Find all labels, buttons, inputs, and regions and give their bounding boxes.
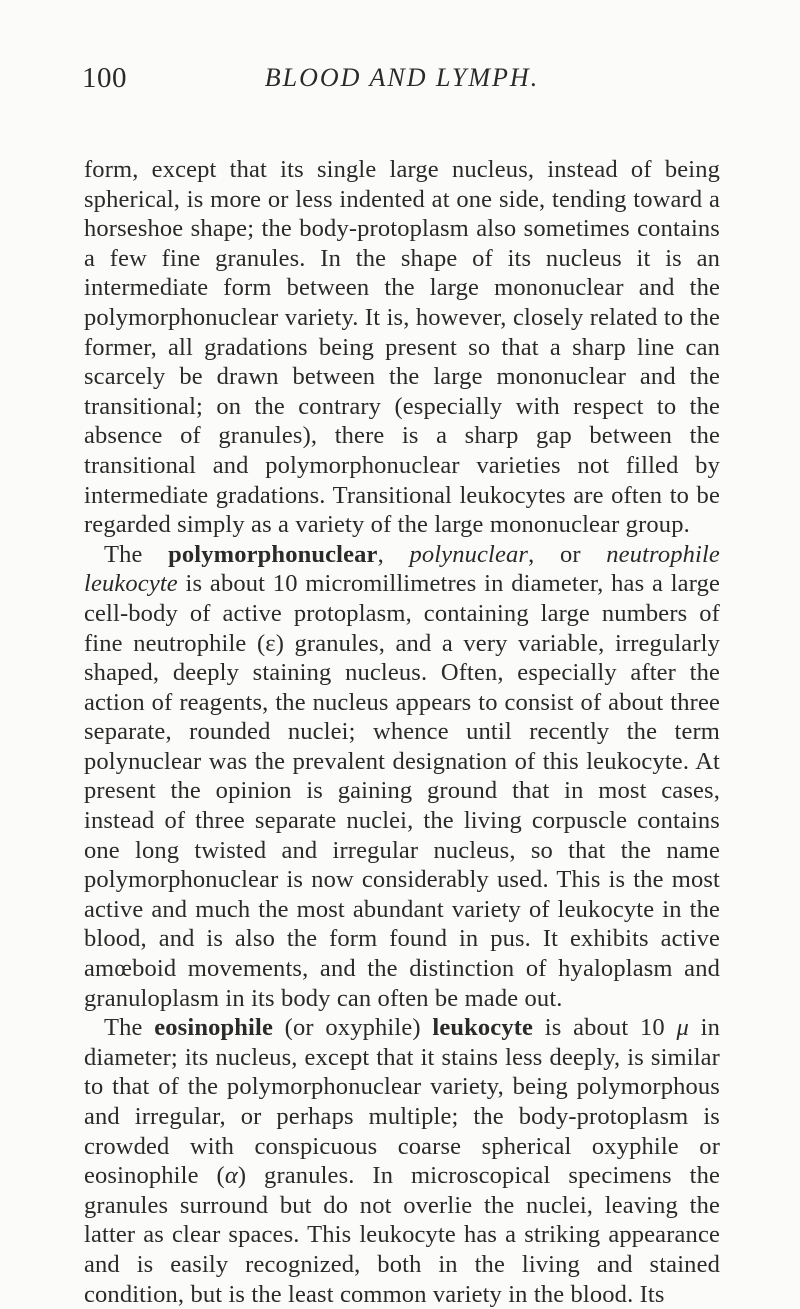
- text-run: The: [104, 1014, 155, 1042]
- text-run: ,: [377, 540, 410, 568]
- bold-term: leukocyte: [432, 1014, 534, 1042]
- text-run: in diameter; its nucleus, except that it stains less deeply, is similar to that of the polymorphonuclear variety, being polymorphous and irregular, or perhaps multiple; the body-protoplasm is crowded with conspicuous coarse spherical oxyphile or eosinophile (: [84, 1014, 720, 1190]
- text-run: , or: [528, 540, 607, 568]
- body-text: [84, 155, 720, 1309]
- italic-term: neutrophile leukocyte: [84, 540, 720, 598]
- italic-term: α: [224, 1162, 238, 1190]
- paragraph: [84, 1013, 720, 1309]
- italic-term: μ: [676, 1014, 689, 1042]
- paragraph: [84, 155, 720, 540]
- text-run: form, except that its single large nucleus, instead of being spherical, is more or less indented at one side, tending toward a horseshoe shape; the body-protoplasm also sometimes contains a few fine granules. In the shape of its nucleus it is an intermediate form between the large mononuclear and the polymorphonuclear variety. It is, however, closely related to the former, all gradations being present so that a sharp line can scarcely be drawn between the large mononuclear and the transitional; on the contrary (especially with respect to the absence of granules), there is a sharp gap between the transitional and polymorphonuclear varieties not filled by intermediate gradations. Transitional leukocytes are often to be regarded simply as a variety of the large mononuclear group.: [84, 156, 720, 539]
- bold-term: eosinophile: [154, 1014, 273, 1042]
- text-run: The: [104, 540, 169, 568]
- paragraph: [84, 540, 720, 1014]
- page-number: 100: [82, 62, 127, 94]
- bold-term: polymorphonuclear: [168, 540, 378, 568]
- text-run: ) granules. In microscopical specimens the granules surround but do not overlie the nuclei, leaving the latter as clear spaces. This leukocyte has a striking appearance and is easily recognized, both in the living and stained condition, but is the least common variety in the blood. Its: [84, 1162, 721, 1308]
- text-run: is about 10 micromillimetres in diameter, has a large cell-body of active protoplasm, containing large numbers of fine neutrophile (ε) granules, and a very variable, irregularly shaped, deeply staining nucleus. Often, especially after the action of reagents, the nucleus appears to consist of about three separate, rounded nuclei; whence until recently the term polynuclear was the prevalent designation of this leukocyte. At present the opinion is gaining ground that in most cases, instead of three separate nuclei, the living corpuscle contains one long twisted and irregular nucleus, so that the name polymorphonuclear is now considerably used. This is the most active and much the most abundant variety of leukocyte in the blood, and is also the form found in pus. It exhibits active amœboid movements, and the distinction of hyaloplasm and granuloplasm in its body can often be made out.: [84, 570, 720, 1012]
- italic-term: polynuclear: [409, 540, 529, 568]
- text-run: is about 10: [533, 1014, 677, 1042]
- text-run: (or oxyphile): [272, 1014, 433, 1042]
- running-head: [82, 62, 722, 102]
- running-title: BLOOD AND LYMPH.: [264, 63, 540, 92]
